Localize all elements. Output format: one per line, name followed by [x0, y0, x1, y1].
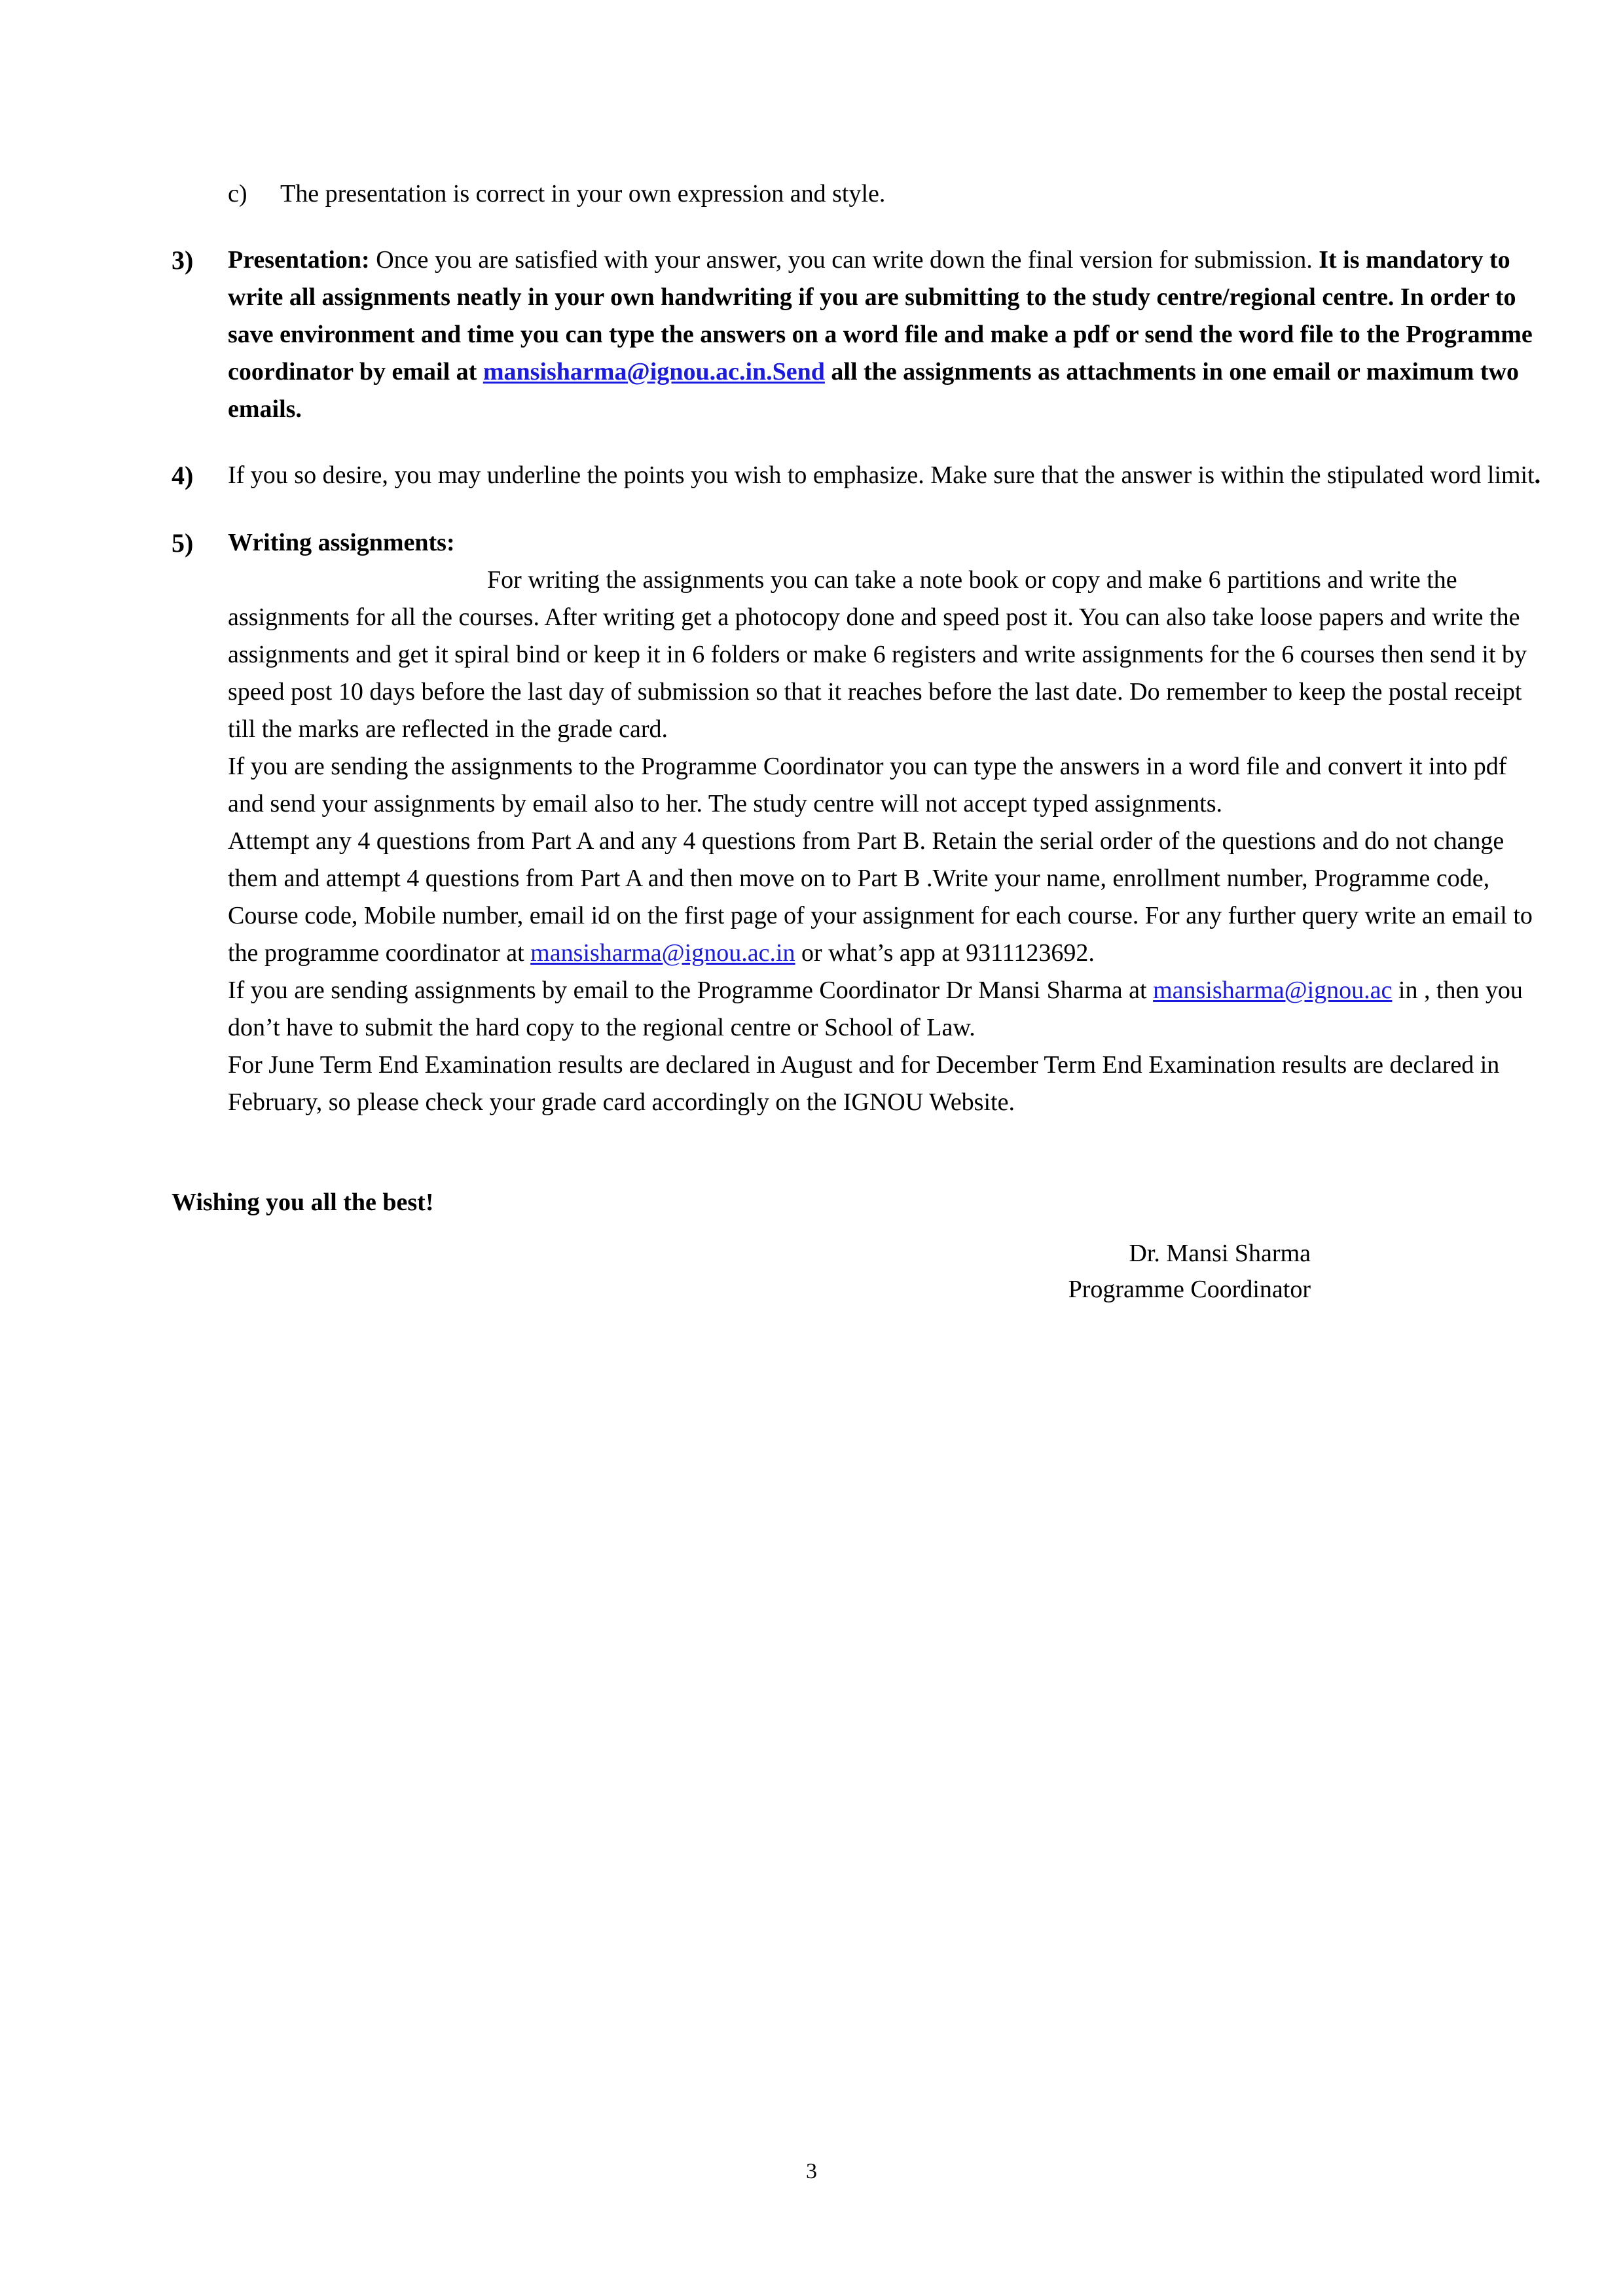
writing-assignments-body [228, 562, 1543, 1121]
writing-assignments-label: Writing assignments: [228, 529, 455, 556]
list-item-4-text [228, 457, 1543, 494]
list-item-4-period: . [1534, 461, 1541, 489]
email-link-coordinator-2[interactable]: mansisharma@ignou.ac [1153, 977, 1393, 1004]
email-link-coordinator-bold[interactable]: mansisharma@ignou.ac.in.Send [483, 358, 825, 386]
list-marker-4: 4) [172, 461, 194, 490]
signature-role: Programme Coordinator [1068, 1276, 1311, 1303]
document-content [172, 175, 1543, 1308]
list-item-5-heading [228, 524, 1543, 562]
list-item-5 [172, 524, 1543, 562]
paragraph-writing-instructions: For writing the assignments you can take a note book or copy and make 6 partitions and write the assignments for all the courses. After writing get a photocopy done and speed post it. You can also take loose papers and write the assignments and get it spiral bind or keep it in 6 folders or make 6 registers and write assignments for the 6 courses then send it by speed post 10 days before the last day of submission so that it reaches before the last date. Do remember to keep the postal receipt till the marks are reflected in the grade card. [228, 566, 1527, 743]
list-item-4 [172, 457, 1543, 494]
attempt-questions-text-2: or what’s app at 9311123692. [795, 939, 1095, 967]
closing-wish: Wishing you all the best! [172, 1189, 434, 1216]
list-item-c-text: The presentation is correct in your own expression and style. [280, 180, 886, 207]
hard-copy-text-1: If you are sending assignments by email to the Programme Coordinator Dr Mansi Sharma at [228, 977, 1154, 1004]
paragraph-hard-copy [228, 972, 1543, 1047]
presentation-regular-text: Once you are satisfied with your answer, you can write down the final version for submission. [369, 246, 1319, 274]
paragraph-attempt-questions [228, 823, 1543, 972]
list-item-3 [172, 242, 1543, 428]
presentation-label: Presentation: [228, 246, 370, 274]
email-link-coordinator-1[interactable]: mansisharma@ignou.ac.in [530, 939, 795, 967]
list-item-3-text [228, 242, 1543, 428]
list-item-4-body: If you so desire, you may underline the points you wish to emphasize. Make sure that the answer is within the stipulated word limit [228, 461, 1535, 489]
list-marker-5: 5) [172, 528, 194, 558]
signature-name: Dr. Mansi Sharma [1129, 1240, 1311, 1267]
list-marker-3: 3) [172, 245, 194, 275]
page-number: 3 [806, 2159, 817, 2183]
attempt-questions-text-1: Attempt any 4 questions from Part A and any 4 questions from Part B. Retain the serial order of the questions and do not change them and attempt 4 questions from Part A and then move on to Part B .Write your name, enrollment number, Programme code, Course code, Mobile number, email id on the first page of your assignment for each course. For any further query write an email to the programme coordinator at [228, 827, 1533, 967]
presentation-bold-text-1: It is mandatory to write all assignments neatly in your own handwriting if you are submitting to the study centre/regional centre. In order to save environment and time you can type the answers on a word file and make a pdf or send the word file to the Programme coordinator by email at [228, 246, 1533, 386]
list-item-c [228, 175, 1543, 213]
presentation-bold-text-2: all the assignments as attachments in one email or maximum two emails. [228, 358, 1519, 423]
paragraph-email-submission: If you are sending the assignments to the Programme Coordinator you can type the answers in a word file and convert it into pdf and send your assignments by email also to her. The study centre will not accept typed assignments. [228, 753, 1507, 817]
signature-block [172, 1236, 1543, 1308]
hard-copy-text-2: in , then you don’t have to submit the hard copy to the regional centre or School of Law. [228, 977, 1523, 1041]
list-marker-c: c) [228, 180, 247, 207]
paragraph-exam-results: For June Term End Examination results are declared in August and for December Term End Examination results are declared in February, so please check your grade card accordingly on the IGNOU Website. [228, 1051, 1500, 1116]
